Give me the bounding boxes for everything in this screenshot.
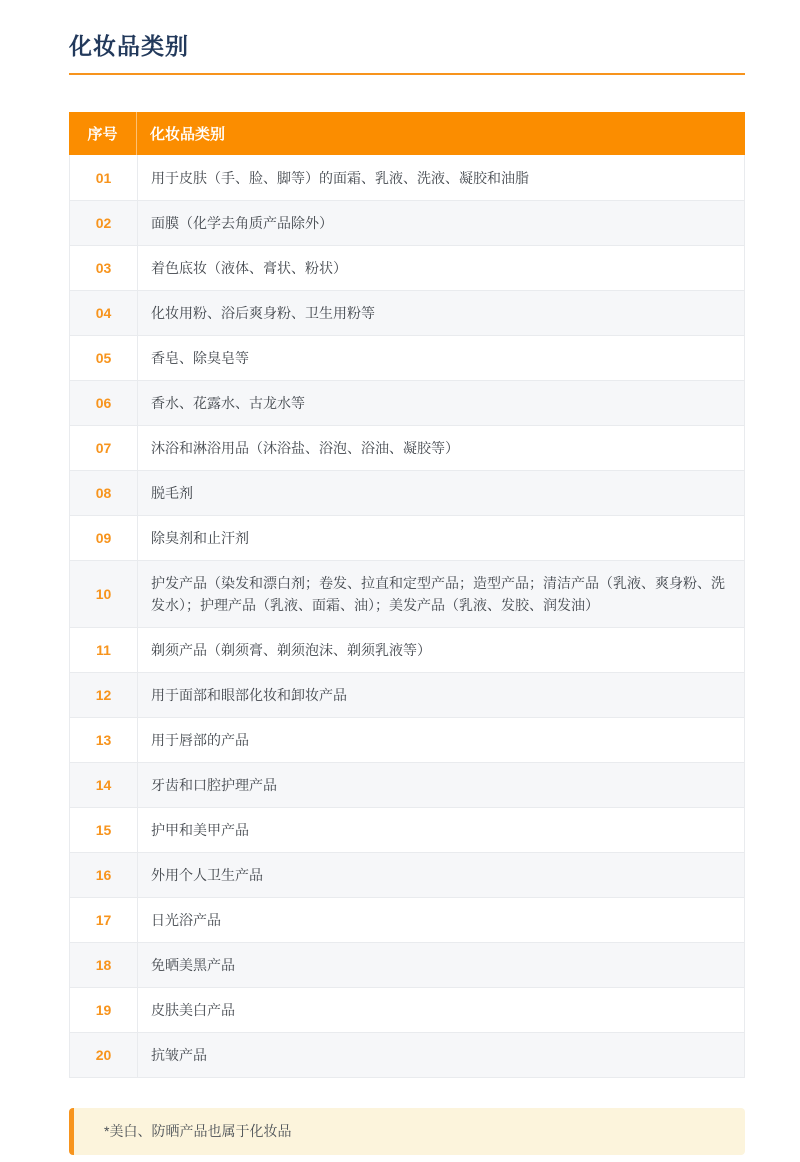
row-category: 面膜（化学去角质产品除外） (151, 215, 333, 231)
table-row (70, 155, 744, 200)
row-number: 16 (70, 853, 138, 897)
row-category: 护甲和美甲产品 (151, 822, 249, 838)
table-row (70, 762, 744, 807)
page-title: 化妆品类别 (69, 33, 189, 59)
table-row (70, 717, 744, 762)
table-row (70, 987, 744, 1032)
row-number: 17 (70, 898, 138, 942)
table-row (70, 290, 744, 335)
footnote (69, 1108, 745, 1155)
table-row (70, 515, 744, 560)
table-row (70, 942, 744, 987)
table-row (70, 425, 744, 470)
row-category: 免晒美黑产品 (151, 957, 235, 973)
row-number: 01 (70, 155, 138, 200)
row-category: 香皂、除臭皂等 (151, 350, 249, 366)
row-category: 用于面部和眼部化妆和卸妆产品 (151, 687, 347, 703)
table-row (70, 627, 744, 672)
row-number: 05 (70, 336, 138, 380)
row-category: 护发产品（染发和漂白剂；卷发、拉直和定型产品；造型产品；清洁产品（乳液、爽身粉、洗发水）；护理产品（乳液、面霜、油）；美发产品（乳液、发胶、润发油） (151, 575, 725, 613)
footnote-text: *美白、防晒产品也属于化妆品 (104, 1123, 292, 1139)
row-category: 剃须产品（剃须膏、剃须泡沫、剃须乳液等） (151, 642, 431, 658)
table-body (69, 155, 745, 1078)
table-row (70, 470, 744, 515)
row-number: 04 (70, 291, 138, 335)
row-category: 香水、花露水、古龙水等 (151, 395, 305, 411)
row-number: 19 (70, 988, 138, 1032)
row-category: 脱毛剂 (151, 485, 193, 501)
table-row (70, 852, 744, 897)
row-number: 02 (70, 201, 138, 245)
row-category: 日光浴产品 (151, 912, 221, 928)
row-number: 06 (70, 381, 138, 425)
row-number: 14 (70, 763, 138, 807)
table-row (70, 897, 744, 942)
row-number: 09 (70, 516, 138, 560)
row-number: 13 (70, 718, 138, 762)
row-number: 18 (70, 943, 138, 987)
row-number: 20 (70, 1033, 138, 1077)
content-container (69, 0, 745, 1155)
row-category: 抗皱产品 (151, 1047, 207, 1063)
row-category: 化妆用粉、浴后爽身粉、卫生用粉等 (151, 305, 375, 321)
row-category: 着色底妆（液体、膏状、粉状） (151, 260, 347, 276)
row-number: 11 (70, 628, 138, 672)
table-row (70, 200, 744, 245)
row-number: 15 (70, 808, 138, 852)
row-number: 07 (70, 426, 138, 470)
table-header-row (69, 112, 745, 155)
title-divider (69, 73, 745, 75)
table-row (70, 560, 744, 627)
header-cell-number: 序号 (69, 112, 137, 155)
row-category: 用于皮肤（手、脸、脚等）的面霜、乳液、洗液、凝胶和油脂 (151, 169, 529, 186)
row-category: 皮肤美白产品 (151, 1002, 235, 1018)
row-category: 除臭剂和止汗剂 (151, 530, 249, 546)
row-category: 外用个人卫生产品 (151, 867, 263, 883)
row-number: 10 (70, 561, 138, 627)
table-row (70, 245, 744, 290)
cosmetics-category-table (69, 112, 745, 1078)
row-number: 08 (70, 471, 138, 515)
header-cell-category: 化妆品类别 (150, 126, 226, 143)
row-category: 沐浴和淋浴用品（沐浴盐、浴泡、浴油、凝胶等） (151, 440, 459, 456)
table-row (70, 807, 744, 852)
row-number: 12 (70, 673, 138, 717)
table-row (70, 335, 744, 380)
row-category: 用于唇部的产品 (151, 732, 249, 748)
table-row (70, 380, 744, 425)
table-row (70, 672, 744, 717)
row-number: 03 (70, 246, 138, 290)
row-category: 牙齿和口腔护理产品 (151, 777, 277, 793)
table-row (70, 1032, 744, 1077)
